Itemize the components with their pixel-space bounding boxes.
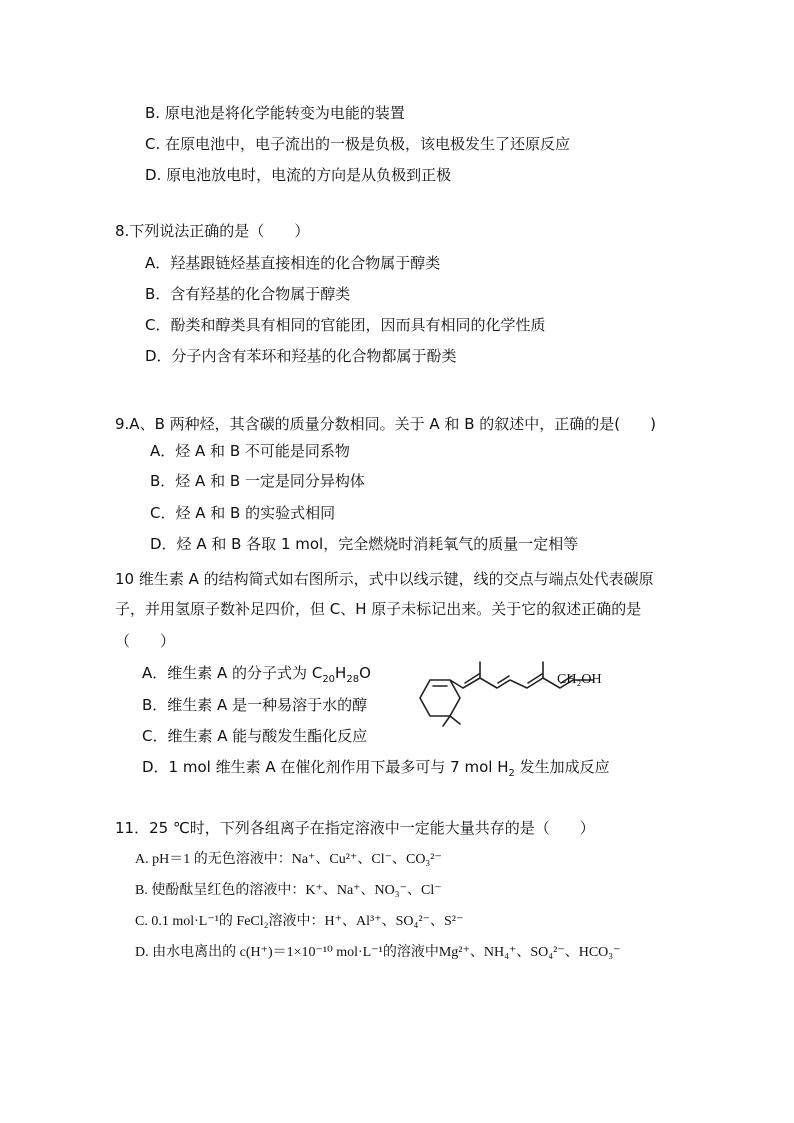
q10-option-a-prefix: A．维生素 A 的分子式为 C bbox=[142, 664, 323, 682]
q8-option-b: B．含有羟基的化合物属于醇类 bbox=[145, 285, 351, 303]
q7-option-d: D. 原电池放电时，电流的方向是从负极到正极 bbox=[145, 166, 452, 184]
q11-stem: 11．25 ℃时，下列各组离子在指定溶液中一定能大量共存的是（ ） bbox=[115, 819, 595, 837]
gem-methyl-1 bbox=[450, 716, 460, 724]
q10-option-d-prefix: D．1 mol 维生素 A 在催化剂作用下最多可与 7 mol H bbox=[142, 758, 509, 776]
q8-option-a: A．羟基跟链烃基直接相连的化合物属于醇类 bbox=[145, 254, 441, 272]
chain-double-bond-1 bbox=[465, 674, 479, 683]
q8-stem: 8.下列说法正确的是（ ） bbox=[115, 222, 310, 240]
q10-option-d-subscript: 2 bbox=[508, 768, 515, 779]
chain-double-bond-3 bbox=[528, 674, 542, 683]
vitamin-a-structure-figure bbox=[405, 650, 635, 730]
q11-option-d: D. 由水电离出的 c(H⁺)＝1×10⁻¹⁰ mol·L⁻¹的溶液中Mg²⁺、NH₄⁺、SO₄²⁻、HCO₃⁻ bbox=[135, 945, 621, 960]
q9-option-b: B．烃 A 和 B 一定是同分异构体 bbox=[150, 472, 365, 490]
q10-stem-line-2: 子，并用氢原子数补足四价，但 C、H 原子未标记出来。关于它的叙述正确的是 bbox=[115, 600, 642, 618]
q8-option-d: D．分子内含有苯环和羟基的化合物都属于酚类 bbox=[145, 347, 457, 365]
q10-option-a bbox=[142, 663, 371, 683]
q10-stem-line-3: （ ） bbox=[115, 632, 176, 650]
q8-option-c: C．酚类和醇类具有相同的官能团，因而具有相同的化学性质 bbox=[145, 316, 546, 334]
q10-option-a-o: O bbox=[359, 664, 371, 682]
q11-option-b: B. 使酚酞呈红色的溶液中：K⁺、Na⁺、NO₃⁻、Cl⁻ bbox=[135, 883, 442, 898]
q7-option-b: B. 原电池是将化学能转变为电能的装置 bbox=[145, 104, 405, 122]
gem-methyl-2 bbox=[443, 716, 450, 726]
q9-stem: 9.A、B 两种烃，其含碳的质量分数相同。关于 A 和 B 的叙述中，正确的是( ) bbox=[115, 415, 656, 433]
q9-option-d: D．烃 A 和 B 各取 1 mol，完全燃烧时消耗氧气的质量一定相等 bbox=[150, 535, 579, 553]
q11-option-c: C. 0.1 mol·L⁻¹的 FeCl₂溶液中：H⁺、Al³⁺、SO₄²⁻、S²⁻ bbox=[135, 914, 464, 929]
q10-option-d bbox=[142, 757, 610, 777]
q10-option-c: C．维生素 A 能与酸发生酯化反应 bbox=[142, 727, 368, 745]
q10-stem-line-1: 10 维生素 A 的结构简式如右图所示，式中以线示键，线的交点与端点处代表碳原 bbox=[115, 570, 654, 588]
q10-option-a-h: H bbox=[335, 664, 347, 682]
q9-option-a: A．烃 A 和 B 不可能是同系物 bbox=[150, 442, 350, 460]
q10-option-d-end: 发生加成反应 bbox=[514, 758, 610, 776]
q10-option-a-subscript-c: 20 bbox=[322, 674, 336, 685]
q10-option-a-subscript-h: 28 bbox=[346, 674, 360, 685]
q7-option-c: C. 在原电池中，电子流出的一极是负极，该电极发生了还原反应 bbox=[145, 135, 571, 153]
q9-option-c: C．烃 A 和 B 的实验式相同 bbox=[150, 504, 336, 522]
q10-option-b: B．维生素 A 是一种易溶于水的醇 bbox=[142, 696, 368, 714]
q11-option-a: A. pH＝1 的无色溶液中：Na⁺、Cu²⁺、Cl⁻、CO₃²⁻ bbox=[135, 852, 442, 867]
ch2oh-label: CH₂OH bbox=[557, 672, 602, 687]
